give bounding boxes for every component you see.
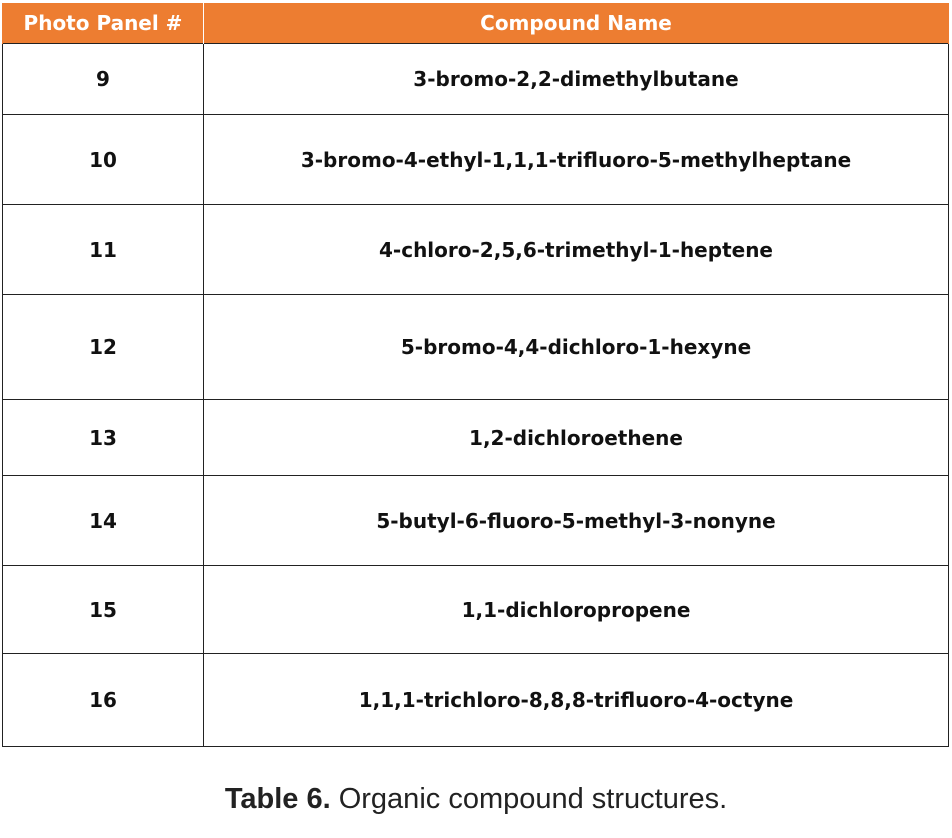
table-row: [3, 115, 949, 205]
panel-number-cell: 10: [3, 115, 204, 205]
table-row: [3, 295, 949, 400]
panel-number-cell: 9: [3, 44, 204, 115]
compound-name-cell: 1,1-dichloropropene: [204, 566, 949, 654]
compound-name-cell: 5-bromo-4,4-dichloro-1-hexyne: [204, 295, 949, 400]
table-header-row: [3, 3, 949, 44]
panel-number-cell: 15: [3, 566, 204, 654]
table-row: [3, 400, 949, 476]
panel-number-cell: 11: [3, 205, 204, 295]
panel-number-cell: 16: [3, 654, 204, 747]
table-row: [3, 205, 949, 295]
header-compound-name: Compound Name: [204, 3, 949, 44]
table-caption: [0, 783, 952, 816]
panel-number-cell: 13: [3, 400, 204, 476]
compound-name-cell: 1,2-dichloroethene: [204, 400, 949, 476]
compound-name-cell: 5-butyl-6-fluoro-5-methyl-3-nonyne: [204, 476, 949, 566]
compound-name-cell: 1,1,1-trichloro-8,8,8-trifluoro-4-octyne: [204, 654, 949, 747]
header-photo-panel: Photo Panel #: [3, 3, 204, 44]
panel-number-cell: 14: [3, 476, 204, 566]
caption-label: Table 6.: [224, 783, 331, 815]
panel-number-cell: 12: [3, 295, 204, 400]
compound-table: [2, 3, 949, 747]
compound-name-cell: 4-chloro-2,5,6-trimethyl-1-heptene: [204, 205, 949, 295]
compound-name-cell: 3-bromo-4-ethyl-1,1,1-trifluoro-5-methylheptane: [204, 115, 949, 205]
caption-text: Organic compound structures.: [330, 783, 728, 815]
compound-table-container: [2, 3, 948, 747]
table-row: [3, 566, 949, 654]
table-row: [3, 654, 949, 747]
compound-name-cell: 3-bromo-2,2-dimethylbutane: [204, 44, 949, 115]
table-row: [3, 44, 949, 115]
table-row: [3, 476, 949, 566]
